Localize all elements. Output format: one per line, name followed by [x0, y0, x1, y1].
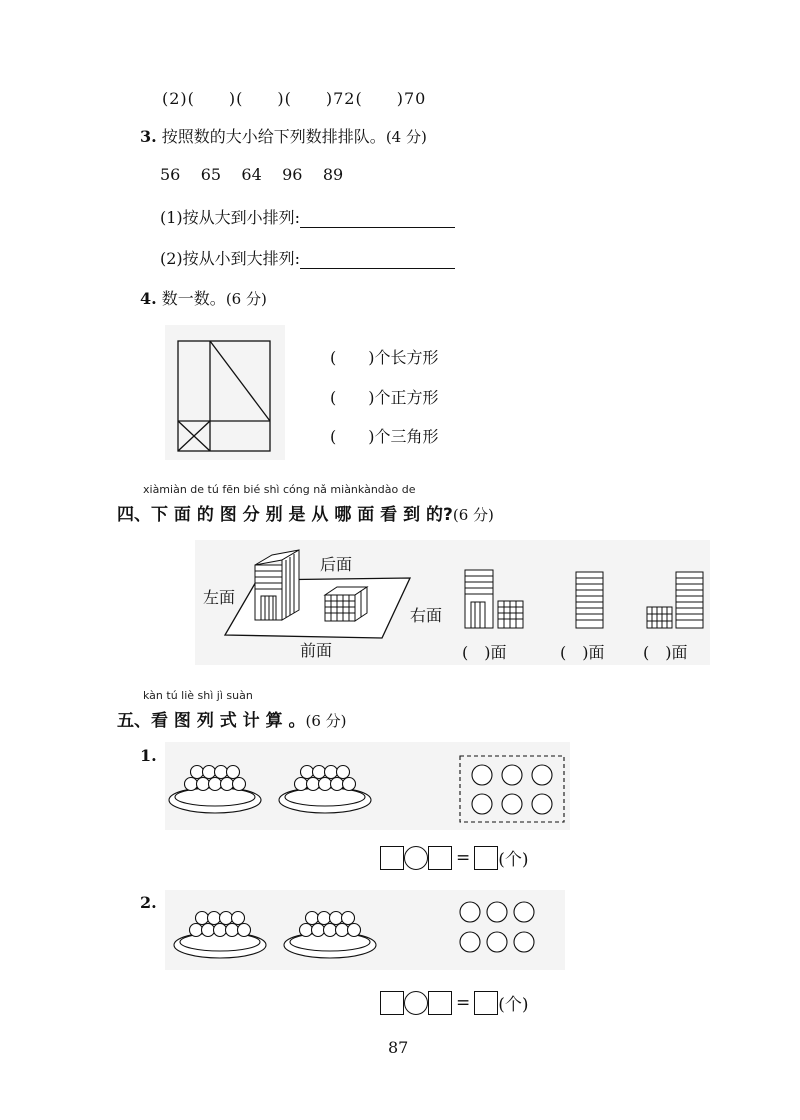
s5-equation-2 — [380, 990, 529, 1015]
eq2-operator-circle[interactable] — [404, 991, 428, 1015]
eq2-box-a[interactable] — [380, 991, 404, 1015]
s4-answer-3[interactable]: ( )面 — [643, 643, 688, 662]
q4-item-squares[interactable]: ( )个正方形 — [330, 388, 439, 407]
eq1-box-a[interactable] — [380, 846, 404, 870]
s5-problem-2-panel — [165, 890, 565, 970]
q4-text: 数一数。 — [161, 289, 226, 308]
peach-plate-2 — [279, 766, 371, 814]
eq2-unit: (个) — [498, 995, 529, 1015]
q3-title — [140, 124, 427, 147]
s4-ground-plane — [225, 578, 410, 638]
q3-number-list — [160, 165, 343, 184]
s4-pinyin: xiàmiàn de tú fēn bié shì cóng nǎ miànkàndào de — [143, 483, 416, 496]
s4-answer-2[interactable]: ( )面 — [560, 643, 605, 662]
s5-problem-2-number: 2. — [140, 893, 157, 912]
q3-num-3: 64 — [241, 165, 262, 184]
s4-view-2 — [576, 572, 603, 628]
q4-item-rectangles[interactable]: ( )个长方形 — [330, 348, 439, 367]
q3-sub2 — [160, 246, 455, 269]
q3-score: (4 分) — [385, 128, 427, 146]
q3-num-5: 89 — [322, 165, 344, 184]
q3-sub2-label: (2)按从小到大排列: — [160, 249, 301, 268]
s4-title-text: 四、下 面 的 图 分 别 是 从 哪 面 看 到 的? — [117, 505, 453, 525]
q4-title — [140, 286, 267, 309]
eq1-box-b[interactable] — [428, 846, 452, 870]
q4-shape-figure — [165, 325, 285, 460]
q3-num-1: 56 — [160, 165, 181, 184]
s5-problem-1-number: 1. — [140, 746, 157, 765]
eq1-operator-circle[interactable] — [404, 846, 428, 870]
s4-small-building — [325, 587, 367, 621]
q3-number: 3. — [140, 127, 157, 146]
s4-score: (6 分) — [452, 506, 494, 524]
s5-title-text: 五、看 图 列 式 计 算 。 — [117, 711, 306, 731]
peach-plate-3 — [174, 912, 266, 959]
s4-answer-1[interactable]: ( )面 — [462, 643, 507, 662]
s4-label-back: 后面 — [320, 555, 353, 574]
peach-plate-4 — [284, 912, 376, 959]
q3-num-2: 65 — [200, 165, 222, 184]
q2-line2: (2)( )( )( )72( )70 — [162, 89, 427, 108]
s4-view-3 — [647, 572, 703, 628]
peach-group-loose — [460, 902, 534, 952]
eq1-equals: = — [456, 847, 471, 868]
eq2-box-b[interactable] — [428, 991, 452, 1015]
s5-score: (6 分) — [305, 712, 347, 730]
s5-title — [117, 706, 347, 731]
eq2-box-result[interactable] — [474, 991, 498, 1015]
q3-sub1-blank[interactable] — [300, 209, 455, 228]
s5-problem-1-figure — [165, 742, 570, 830]
q4-number: 4. — [140, 289, 157, 308]
eq2-equals: = — [456, 992, 471, 1013]
s5-problem-1-panel — [165, 742, 570, 830]
q3-sub1 — [160, 205, 455, 228]
q4-figure-panel — [165, 325, 285, 460]
s5-problem-2-figure — [165, 890, 565, 970]
q3-sub1-label: (1)按从大到小排列: — [160, 208, 301, 227]
s4-label-front: 前面 — [300, 641, 333, 660]
peach-group-boxed — [460, 756, 564, 822]
s4-view-figure — [195, 540, 710, 665]
peach-plate-1 — [169, 766, 261, 814]
q3-text: 按照数的大小给下列数排排队。 — [161, 127, 386, 146]
q3-sub2-blank[interactable] — [300, 250, 455, 269]
s4-tall-building — [255, 550, 299, 620]
s5-equation-1 — [380, 845, 529, 870]
s5-pinyin: kàn tú liè shì jì suàn — [143, 689, 253, 702]
eq1-box-result[interactable] — [474, 846, 498, 870]
q3-num-4: 96 — [282, 165, 303, 184]
q4-item-triangles[interactable]: ( )个三角形 — [330, 427, 439, 446]
page-number: 87 — [388, 1038, 409, 1057]
s4-label-left: 左面 — [203, 588, 236, 607]
s4-title — [117, 500, 494, 525]
s4-label-right: 右面 — [410, 606, 443, 625]
eq1-unit: (个) — [498, 850, 529, 870]
s4-figure-panel — [195, 540, 710, 665]
s4-view-1 — [465, 570, 523, 628]
q4-score: (6 分) — [225, 290, 267, 308]
q4-diagonal-line — [210, 341, 270, 421]
